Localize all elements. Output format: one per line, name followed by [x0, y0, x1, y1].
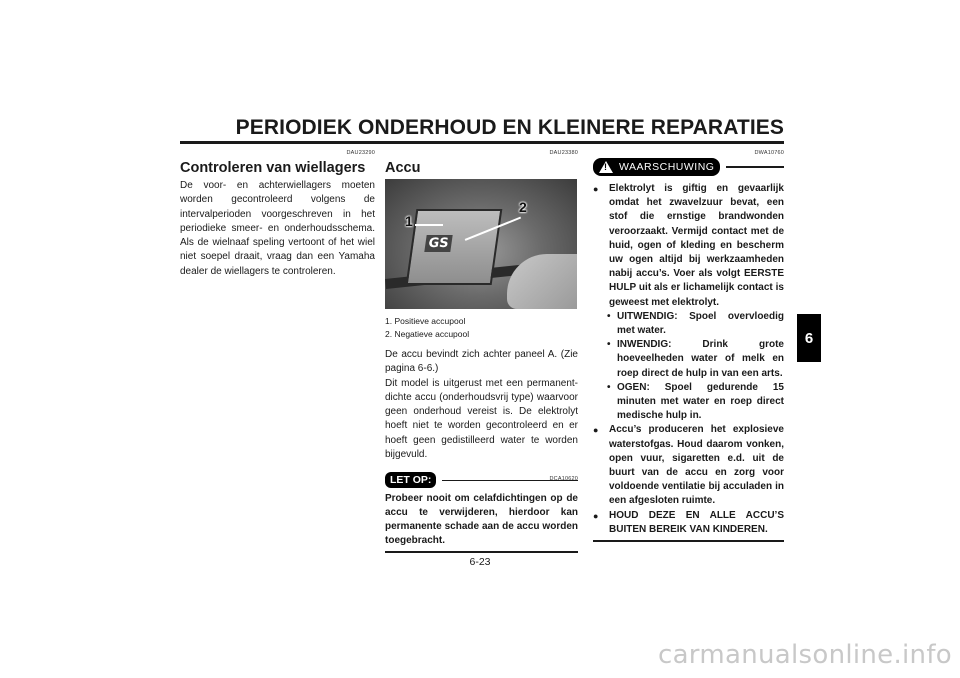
section-heading-wheel-bearings: Controleren van wiellagers: [180, 160, 366, 176]
section-code: DAU23380: [549, 150, 578, 156]
page-number: 6-23: [469, 556, 491, 568]
wheel-bearings-body: De voor- en achterwiellagers moeten worden gecontroleerd volgens de intervalperioden voorgeschreven in het periodieke smeer- en onderhoudsschema. Als de wielnaaf speling vertoont of het wiel niet soepel draait, vraag dan een Yamaha dealer de wiellagers te controleren.: [180, 180, 375, 277]
battery-type-text: Dit model is uitgerust met een permanent-dichte accu (onderhoudsvrij type) waarvoor geen onderhoud vereist is. De elektrolyt hoeft niet te worden gecontroleerd en er hoeft geen gedistilleerd water te worden bijgevuld.: [385, 377, 578, 461]
photo-legend: [385, 315, 578, 340]
warning-item: ● HOUD DEZE EN ALLE ACCU’S BUITEN BEREIK VAN KINDEREN.: [593, 509, 784, 537]
legend-item: 2. Negatieve accupool: [385, 328, 470, 339]
battery-logo: GS: [424, 235, 452, 252]
warning-badge: [593, 158, 720, 176]
notice-code: DCA10620: [549, 476, 578, 483]
title-rule: [180, 141, 784, 144]
warning-list: [593, 182, 784, 537]
warning-item-text: Elektrolyt is giftig en gevaarlijk omdat het zwavelzuur bevat, een stof die ernstige brandwonden veroorzaakt. Vermijd contact met de huid, ogen of kleding en bescherm uw ogen altijd bij werkzaamheden nabij accu’s. Voer als volgt EERSTE HULP uit als er lichamelijk contact is geweest met elektrolyt.: [609, 183, 784, 308]
callout-2: 2: [519, 199, 527, 215]
warning-header: [593, 158, 784, 176]
column-wheel-bearings: [180, 150, 375, 279]
photo-hand: [507, 254, 577, 309]
watermark: carmanualsonline.info: [657, 640, 952, 670]
warning-label: WAARSCHUWING: [619, 161, 715, 173]
warning-item: ● Accu’s produceren het explosieve waterstofgas. Houd daarom vonken, open vuur, sigaretten e.d. uit de buurt van de accu en zorg voor voldoende ventilatie bij acculaden in een afgesloten ruimte.: [593, 423, 784, 508]
column-warning: [593, 150, 784, 542]
battery-location-text: De accu bevindt zich achter paneel A. (Zie pagina 6-6.): [385, 349, 578, 375]
leader-line-1: [415, 224, 443, 226]
warning-item: [593, 182, 784, 423]
warning-triangle-icon: !: [599, 161, 613, 173]
first-aid-item: • OGEN: Spoel gedurende 15 minuten met water en roep direct medische hulp in.: [603, 381, 784, 424]
warning-rule: [726, 166, 784, 168]
legend-item: 1. Positieve accupool: [385, 316, 466, 326]
battery-body: [406, 209, 503, 285]
warning-code: DWA10760: [754, 150, 784, 156]
warning-end-rule: [593, 540, 784, 542]
first-aid-item: • UITWENDIG: Spoel overvloedig met water.: [603, 310, 784, 338]
section-heading-battery: Accu: [385, 160, 421, 176]
notice-text: Probeer nooit om celafdichtingen op de accu te verwijderen, hierdoor kan permanente schade aan de accu worden toegebracht.: [385, 493, 578, 547]
notice-badge: LET OP:: [385, 472, 436, 488]
battery-photo: [385, 179, 577, 309]
column-battery: [385, 150, 578, 553]
section-code: DAU23290: [346, 150, 375, 156]
callout-1: 1: [405, 213, 413, 229]
first-aid-item: • INWENDIG: Drink grote hoeveelheden water of melk en roep direct de hulp in van een arts.: [603, 338, 784, 381]
page-title: PERIODIEK ONDERHOUD EN KLEINERE REPARATIES: [235, 116, 784, 139]
notice-end-rule: [385, 551, 578, 553]
first-aid-list: [609, 310, 784, 424]
chapter-tab: 6: [797, 314, 821, 362]
